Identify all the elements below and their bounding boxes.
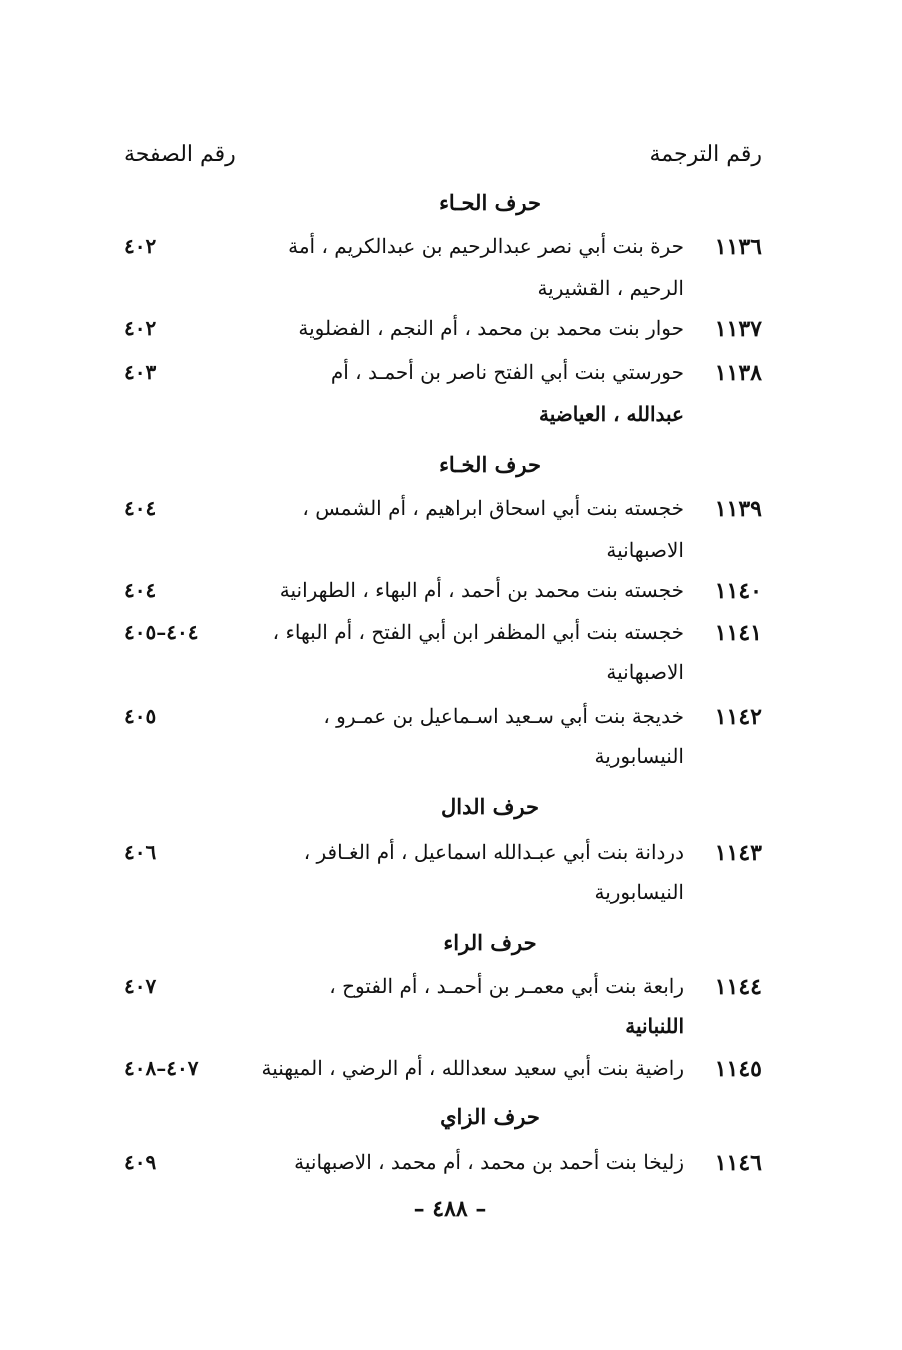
entry-page: ٤٠٧: [124, 974, 157, 998]
entry-number: ١١٤٢: [714, 704, 762, 730]
entry-text: خجسته بنت محمد بن أحمد ، أم البهاء ، الطهرانية: [279, 578, 684, 602]
entry-page: ٤٠٦: [124, 840, 157, 864]
entry-page: ٤٠٢: [124, 234, 157, 258]
entry-number: ١١٤٠: [714, 578, 762, 604]
entry-page: ٤٠٥: [124, 704, 157, 728]
entry-number: ١١٤٣: [714, 840, 762, 866]
entry-page: ٤٠٧–٤٠٨: [124, 1056, 199, 1080]
entry-text-continued: النيسابورية: [594, 744, 684, 768]
entry-number: ١١٤٦: [714, 1150, 762, 1176]
entry-number: ١١٣٨: [714, 360, 762, 386]
entry-number: ١١٤٤: [714, 974, 762, 1000]
entry-text: زليخا بنت أحمد بن محمد ، أم محمد ، الاصبهانية: [294, 1150, 684, 1174]
entry-text-continued: عبدالله ، العياضية: [538, 402, 684, 426]
entry-number: ١١٤٥: [714, 1056, 762, 1082]
entry-page: ٤٠٤–٤٠٥: [124, 620, 199, 644]
entry-text: حورستي بنت أبي الفتح ناصر بن أحمـد ، أم: [330, 360, 684, 384]
entry-number-column-header: رقم الترجمة: [649, 142, 762, 167]
section-title-dal: حرف الدال: [441, 794, 539, 819]
section-title-raa: حرف الراء: [443, 930, 537, 955]
entry-text-continued: الرحيم ، القشيرية: [537, 276, 684, 300]
entry-text-continued: الاصبهانية: [606, 660, 684, 684]
entry-number: ١١٣٦: [714, 234, 762, 260]
entry-text-continued: اللنبانية: [625, 1014, 684, 1038]
entry-text: خجسته بنت أبي اسحاق ابراهيم ، أم الشمس ،: [302, 496, 684, 520]
entry-text: دردانة بنت أبي عبـدالله اسماعيل ، أم الغـافر ،: [303, 840, 684, 864]
entry-text: خديجة بنت أبي سـعيد اسـماعيل بن عمـرو ،: [323, 704, 684, 728]
entry-number: ١١٣٧: [714, 316, 762, 342]
entry-text: حرة بنت أبي نصر عبدالرحيم بن عبدالكريم ، أمة: [288, 234, 684, 258]
entry-page: ٤٠٢: [124, 316, 157, 340]
entry-text: راضية بنت أبي سعيد سعدالله ، أم الرضي ، الميهنية: [261, 1056, 684, 1080]
entry-page: ٤٠٣: [124, 360, 157, 384]
entry-number: ١١٣٩: [714, 496, 762, 522]
entry-page: ٤٠٤: [124, 578, 157, 602]
entry-number: ١١٤١: [714, 620, 762, 646]
section-title-khaa: حرف الخـاء: [439, 452, 541, 477]
page-number-footer: – ٤٨٨ –: [413, 1196, 487, 1222]
section-title-zay: حرف الزاي: [440, 1104, 540, 1129]
entry-text-continued: الاصبهانية: [606, 538, 684, 562]
entry-page: ٤٠٤: [124, 496, 157, 520]
entry-text-continued: النيسابورية: [594, 880, 684, 904]
entry-text: حوار بنت محمد بن محمد ، أم النجم ، الفضلوية: [298, 316, 684, 340]
section-title-haa: حرف الحـاء: [439, 190, 541, 215]
page-number-column-header: رقم الصفحة: [124, 142, 236, 167]
entry-page: ٤٠٩: [124, 1150, 157, 1174]
entry-text: رابعة بنت أبي معمـر بن أحمـد ، أم الفتوح ،: [329, 974, 684, 998]
entry-text: خجسته بنت أبي المظفر ابن أبي الفتح ، أم البهاء ،: [272, 620, 684, 644]
